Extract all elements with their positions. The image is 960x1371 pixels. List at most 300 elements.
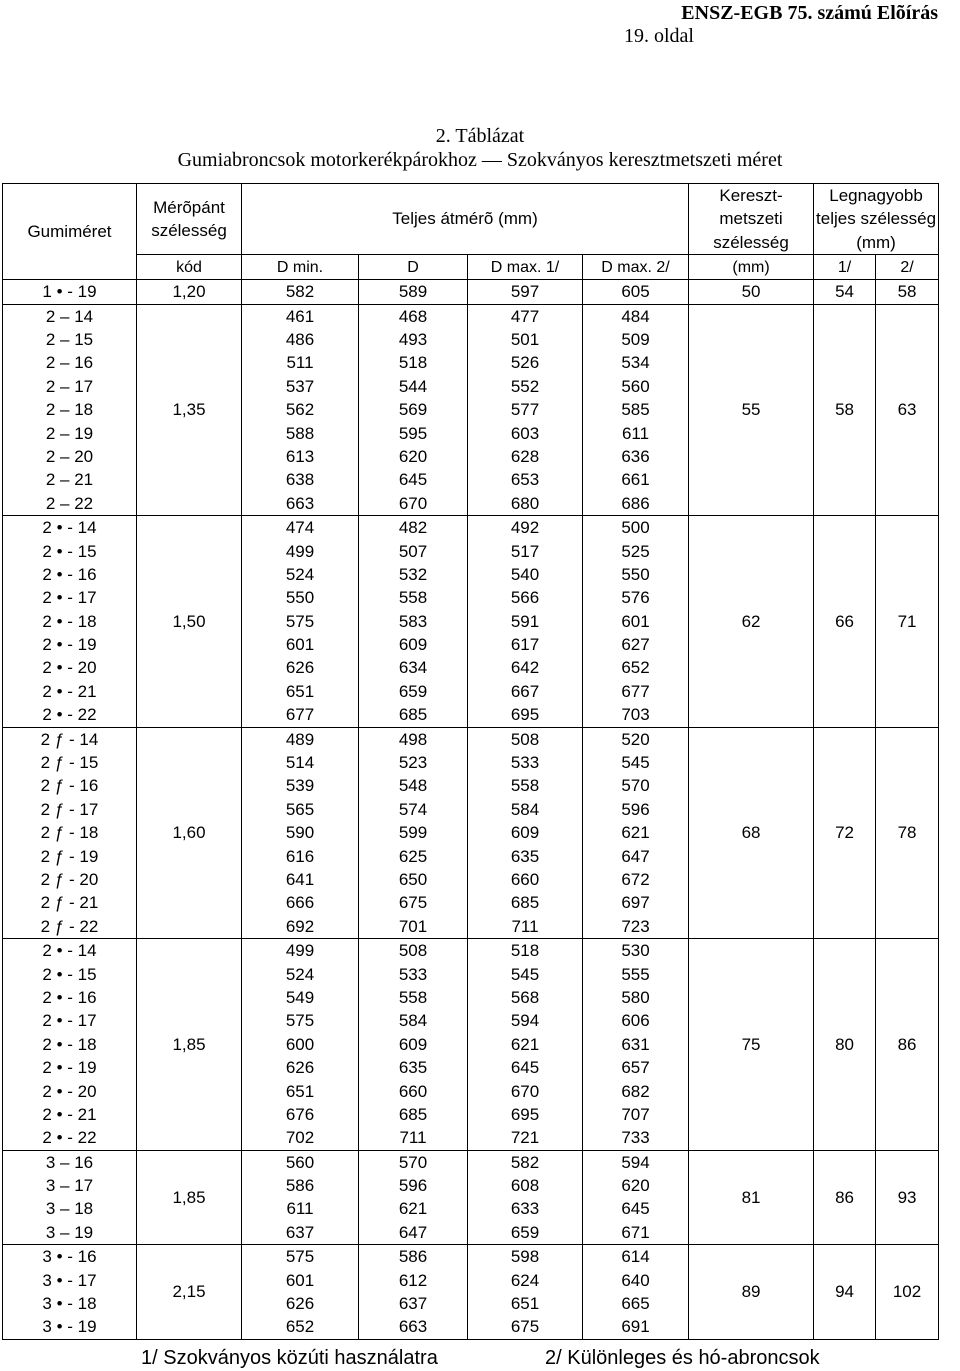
dmax2-cell-value: 733 [621, 1128, 650, 1148]
dmax2-cell-value: 606 [621, 1011, 650, 1031]
d-cell-value: 612 [398, 1270, 428, 1290]
tire-size-cell-value: 2 • - 21 [42, 681, 97, 701]
tire-size-cell-value: 3 – 19 [45, 1222, 94, 1242]
d-cell-value: 711 [399, 1128, 427, 1148]
dmax2-cell-value: 677 [621, 681, 650, 701]
max-width-1-cell: 72 [814, 727, 876, 939]
dmax2-cell-value: 686 [621, 493, 650, 513]
d-cell-value: 589 [398, 282, 428, 302]
dmin-cell-value: 582 [285, 282, 315, 302]
d-cell-value: 637 [398, 1294, 428, 1314]
max-width-1-cell: 86 [814, 1150, 876, 1245]
dmax2-cell [583, 304, 689, 516]
table-group-row [3, 727, 939, 939]
d-cell-value: 663 [398, 1317, 428, 1337]
dmax1-cell-value: 608 [510, 1176, 540, 1196]
section-width-cell: 68 [689, 727, 814, 939]
rim-width-cell: 1,85 [137, 939, 242, 1151]
dmax1-cell [468, 1150, 583, 1245]
d-cell [359, 304, 468, 516]
dmin-cell-value: 677 [285, 705, 315, 725]
max-width-2-cell: 93 [876, 1150, 939, 1245]
col-note1: 1/ [814, 255, 876, 280]
tire-size-cell-value: 2 • - 22 [42, 1128, 97, 1148]
max-width-1-cell: 54 [814, 280, 876, 304]
col-legnagyobb-line1: Legnagyobb [829, 186, 923, 205]
dmin-cell-value: 590 [285, 823, 315, 843]
d-cell-value: 701 [398, 916, 428, 936]
rim-width-cell: 1,35 [137, 304, 242, 516]
dmax1-cell-value: 642 [510, 658, 540, 678]
tire-size-cell-value: 2 ƒ - 18 [40, 823, 99, 843]
dmax2-cell-value: 525 [621, 541, 650, 561]
dmin-cell-value: 692 [285, 916, 315, 936]
tire-size-cell-value: 2 • - 20 [42, 658, 97, 678]
tire-size-cell-value: 3 • - 17 [42, 1270, 97, 1290]
section-width-cell: 50 [689, 280, 814, 304]
section-width-cell: 55 [689, 304, 814, 516]
col-gumimeret: Gumiméret [3, 184, 137, 280]
dmax2-cell-value: 620 [621, 1176, 650, 1196]
col-dmax2: D max. 2/ [583, 255, 689, 280]
dmax1-cell-value: 492 [510, 518, 540, 538]
col-note2: 2/ [876, 255, 939, 280]
dmax1-cell-value: 667 [510, 681, 540, 701]
d-cell-value: 569 [398, 400, 428, 420]
table-title: Gumiabroncsok motorkerékpárokhoz — Szokványos keresztmetszeti méret [177, 149, 783, 171]
d-cell-value: 584 [398, 1011, 428, 1031]
dmax2-cell [583, 727, 689, 939]
dmin-cell-value: 575 [285, 611, 315, 631]
dmax1-cell-value: 558 [510, 776, 540, 796]
dmin-cell-value: 562 [285, 400, 315, 420]
dmax2-cell-value: 647 [621, 846, 650, 866]
d-cell-value: 523 [398, 753, 428, 773]
dmin-cell-value: 474 [285, 518, 315, 538]
dmax2-cell-value: 555 [621, 964, 650, 984]
tire-size-cell-value: 2 ƒ - 17 [40, 799, 99, 819]
tire-size-cell-value: 2 • - 21 [42, 1104, 97, 1124]
dmax1-cell-value: 633 [510, 1199, 540, 1219]
tire-size-cell-value: 2 • - 17 [42, 1011, 97, 1031]
dmax2-cell-value: 703 [621, 705, 650, 725]
dmin-cell-value: 613 [285, 446, 315, 466]
dmax1-cell-value: 577 [510, 400, 540, 420]
dmin-cell-value: 637 [285, 1222, 315, 1242]
dmin-cell-value: 549 [285, 987, 315, 1007]
tire-size-cell [3, 516, 137, 728]
dmin-cell-value: 550 [285, 588, 315, 608]
d-cell-value: 548 [398, 776, 428, 796]
dmax2-cell-value: 596 [621, 799, 650, 819]
dmax1-cell-value: 695 [510, 705, 540, 725]
dmax2-cell-value: 627 [621, 635, 650, 655]
dmin-cell-value: 676 [285, 1104, 315, 1124]
dmin-cell-value: 524 [285, 964, 315, 984]
dmax2-cell-value: 707 [621, 1104, 650, 1124]
dmax1-cell [468, 1245, 583, 1340]
dmin-cell [242, 939, 359, 1151]
dmax2-cell-value: 640 [621, 1270, 650, 1290]
rim-width-cell: 1,20 [137, 280, 242, 304]
col-kereszt-line1: Kereszt- [719, 186, 783, 205]
dmax1-cell [468, 280, 583, 304]
dmin-cell-value: 663 [285, 493, 315, 513]
dmax2-cell [583, 1245, 689, 1340]
dmin-cell [242, 727, 359, 939]
d-cell-value: 599 [398, 823, 428, 843]
d-cell [359, 280, 468, 304]
section-width-cell: 81 [689, 1150, 814, 1245]
tire-size-cell-value: 2 ƒ - 14 [40, 729, 99, 749]
dmax1-cell-value: 675 [510, 1317, 540, 1337]
tire-size-cell-value: 2 • - 14 [42, 941, 97, 961]
dmax1-cell-value: 598 [510, 1247, 540, 1267]
d-cell [359, 939, 468, 1151]
dmax2-cell-value: 621 [621, 823, 650, 843]
tire-size-cell-value: 3 • - 18 [42, 1294, 97, 1314]
dmax1-cell [468, 939, 583, 1151]
document-header-title: ENSZ-EGB 75. számú Elõírás [681, 2, 938, 24]
dmin-cell-value: 652 [285, 1317, 315, 1337]
section-width-cell: 89 [689, 1245, 814, 1340]
tire-size-cell-value: 2 • - 16 [42, 564, 97, 584]
dmin-cell-value: 575 [285, 1011, 315, 1031]
tire-size-cell-value: 2 – 20 [45, 446, 94, 466]
col-meropant-line2: szélesség [151, 221, 227, 241]
dmax1-cell-value: 533 [510, 753, 540, 773]
dmax1-cell-value: 624 [510, 1270, 540, 1290]
max-width-1-cell: 80 [814, 939, 876, 1151]
d-cell [359, 1150, 468, 1245]
dmin-cell-value: 499 [285, 941, 315, 961]
d-cell-value: 507 [398, 541, 428, 561]
dmax1-cell-value: 508 [510, 729, 540, 749]
d-cell-value: 650 [398, 870, 428, 889]
dmax1-cell-value: 582 [510, 1152, 540, 1172]
tire-size-cell-value: 2 – 21 [45, 470, 94, 490]
col-meropant [137, 184, 242, 255]
dmin-cell [242, 516, 359, 728]
dmax1-cell-value: 552 [510, 376, 540, 396]
dmax2-cell-value: 484 [621, 306, 650, 326]
dmax1-cell-value: 501 [510, 330, 540, 350]
dmax1-cell-value: 566 [510, 588, 540, 608]
dmin-cell [242, 1150, 359, 1245]
dmax1-cell-value: 721 [510, 1128, 540, 1148]
dmax1-cell-value: 584 [510, 799, 540, 819]
dmax2-cell-value: 500 [621, 518, 650, 538]
dmax2-cell-value: 605 [621, 282, 650, 302]
tire-size-cell-value: 2 • - 16 [42, 987, 97, 1007]
rim-width-cell: 1,50 [137, 516, 242, 728]
dmax1-cell-value: 526 [510, 353, 540, 373]
d-cell-value: 595 [398, 423, 428, 443]
dmax2-cell [583, 1150, 689, 1245]
dmax1-cell-value: 603 [510, 423, 540, 443]
table-group-row [3, 304, 939, 516]
d-cell-value: 586 [398, 1247, 428, 1267]
dmin-cell [242, 304, 359, 516]
dmax2-cell-value: 611 [621, 423, 650, 443]
tire-size-cell-value: 2 • - 19 [42, 635, 97, 655]
tire-size-cell-value: 2 ƒ - 22 [40, 916, 99, 936]
tire-size-cell-value: 2 • - 18 [42, 1034, 97, 1054]
table-group-row [3, 939, 939, 1151]
dmax2-cell-value: 520 [621, 729, 650, 749]
table-group-row [3, 1150, 939, 1245]
d-cell-value: 498 [398, 729, 428, 749]
dmin-cell-value: 600 [285, 1034, 315, 1054]
d-cell-value: 532 [398, 564, 428, 584]
dmin-cell-value: 499 [285, 541, 315, 561]
tire-size-cell-value: 2 • - 22 [42, 705, 97, 725]
tire-size-cell [3, 1245, 137, 1340]
tire-size-cell-value: 2 • - 18 [42, 611, 97, 631]
max-width-2-cell: 71 [876, 516, 939, 728]
tire-size-cell-value: 2 – 14 [45, 306, 94, 326]
footnote-2: 2/ Különleges és hó-abroncsok [545, 1347, 820, 1369]
dmax2-cell-value: 697 [621, 893, 650, 913]
dmin-cell-value: 586 [285, 1176, 315, 1196]
dmax1-cell-value: 591 [510, 611, 540, 631]
dmax2-cell-value: 550 [621, 564, 650, 584]
d-cell-value: 660 [398, 1081, 428, 1101]
d-cell-value: 659 [398, 681, 428, 701]
dmin-cell-value: 651 [285, 1081, 315, 1101]
dmax2-cell [583, 280, 689, 304]
rim-width-cell: 1,85 [137, 1150, 242, 1245]
d-cell-value: 609 [398, 1034, 428, 1054]
dmax1-cell-value: 597 [510, 282, 540, 302]
col-teljes: Teljes átmérõ (mm) [242, 184, 689, 255]
dmin-cell-value: 575 [285, 1247, 315, 1267]
tire-size-cell-value: 2 – 22 [45, 493, 94, 513]
dmin-cell-value: 514 [285, 753, 315, 773]
dmin-cell-value: 537 [285, 376, 315, 396]
d-cell-value: 634 [398, 658, 428, 678]
dmin-cell-value: 626 [285, 1058, 315, 1078]
d-cell-value: 670 [398, 493, 428, 513]
dmin-cell-value: 560 [285, 1152, 315, 1172]
dmin-cell-value: 651 [285, 681, 315, 701]
col-legnagyobb-line2: teljes szélesség [816, 209, 937, 229]
dmax1-cell-value: 653 [510, 470, 540, 490]
d-cell-value: 685 [398, 705, 428, 725]
max-width-2-cell: 78 [876, 727, 939, 939]
d-cell-value: 508 [398, 941, 428, 961]
dmax1-cell-value: 518 [510, 941, 540, 961]
dmax2-cell-value: 580 [621, 987, 650, 1007]
d-cell-value: 493 [398, 330, 428, 350]
d-cell-value: 558 [398, 588, 428, 608]
d-cell-value: 518 [398, 353, 428, 373]
dmin-cell-value: 702 [285, 1128, 315, 1148]
dmin-cell-value: 638 [285, 470, 315, 490]
col-meropant-line1: Mérõpánt [153, 197, 225, 217]
dmin-cell-value: 666 [285, 893, 315, 913]
d-cell-value: 620 [398, 446, 428, 466]
d-cell-value: 685 [398, 1104, 428, 1124]
dmax2-cell-value: 672 [621, 870, 650, 889]
tire-size-cell-value: 2 • - 20 [42, 1081, 97, 1101]
dmax2-cell-value: 545 [621, 753, 650, 773]
col-legnagyobb-line3: (mm) [856, 232, 896, 252]
dmax1-cell-value: 659 [510, 1222, 540, 1242]
dmax2-cell-value: 682 [621, 1081, 650, 1101]
dmin-cell-value: 611 [286, 1199, 314, 1219]
tire-size-cell-value: 2 • - 17 [42, 588, 97, 608]
tire-size-cell-value: 2 • - 15 [42, 964, 97, 984]
max-width-1-cell: 94 [814, 1245, 876, 1340]
tire-size-cell-value: 2 ƒ - 15 [40, 753, 99, 773]
dmax1-cell-value: 645 [510, 1058, 540, 1078]
tire-size-table [2, 183, 939, 1340]
dmax1-cell-value: 545 [510, 964, 540, 984]
dmax1-cell-value: 711 [511, 916, 539, 936]
tire-size-cell-value: 2 ƒ - 21 [40, 893, 99, 913]
table-number: 2. Táblázat [435, 125, 525, 147]
dmin-cell-value: 626 [285, 1294, 315, 1314]
dmin-cell-value: 626 [285, 658, 315, 678]
dmax1-cell-value: 651 [510, 1294, 540, 1314]
tire-size-cell [3, 280, 137, 304]
dmax2-cell-value: 534 [621, 353, 650, 373]
dmax1-cell-value: 680 [510, 493, 540, 513]
dmax2-cell-value: 723 [621, 916, 650, 936]
max-width-2-cell: 63 [876, 304, 939, 516]
d-cell-value: 596 [398, 1176, 428, 1196]
dmax2-cell-value: 576 [621, 588, 650, 608]
tire-size-cell-value: 2 – 16 [45, 353, 94, 373]
col-dmax1: D max. 1/ [468, 255, 583, 280]
section-width-cell: 62 [689, 516, 814, 728]
dmin-cell-value: 489 [285, 729, 315, 749]
dmax2-cell-value: 652 [621, 658, 650, 678]
tire-size-cell-value: 2 • - 19 [42, 1058, 97, 1078]
dmax2-cell-value: 594 [621, 1152, 650, 1172]
dmax2-cell-value: 585 [621, 400, 650, 420]
d-cell-value: 533 [398, 964, 428, 984]
col-kereszt [689, 184, 814, 255]
dmin-cell-value: 616 [285, 846, 315, 866]
tire-size-cell-value: 2 • - 14 [42, 518, 97, 538]
col-legnagyobb [814, 184, 939, 255]
dmin-cell [242, 1245, 359, 1340]
dmax1-cell-value: 695 [510, 1104, 540, 1124]
tire-size-cell-value: 3 – 16 [45, 1152, 94, 1172]
dmax2-cell-value: 691 [621, 1317, 650, 1337]
dmin-cell-value: 601 [285, 635, 315, 655]
tire-size-cell-value: 2 ƒ - 19 [40, 846, 99, 866]
tire-size-cell-value: 2 ƒ - 16 [40, 776, 99, 796]
max-width-1-cell: 58 [814, 304, 876, 516]
max-width-1-cell: 66 [814, 516, 876, 728]
dmax1-cell [468, 516, 583, 728]
d-cell-value: 570 [398, 1152, 428, 1172]
d-cell-value: 675 [398, 893, 428, 913]
dmax2-cell [583, 516, 689, 728]
dmax2-cell-value: 645 [621, 1199, 650, 1219]
section-width-cell: 75 [689, 939, 814, 1151]
dmax1-cell-value: 660 [510, 870, 540, 889]
dmax1-cell-value: 609 [510, 823, 540, 843]
col-dmin: D min. [242, 255, 359, 280]
tire-size-cell-value: 3 • - 19 [42, 1317, 97, 1337]
page-number: 19. oldal [624, 25, 694, 47]
d-cell-value: 482 [398, 518, 428, 538]
tire-size-cell [3, 1150, 137, 1245]
dmax2-cell-value: 614 [621, 1247, 650, 1267]
dmin-cell-value: 565 [285, 799, 315, 819]
tire-size-cell-value: 2 – 17 [45, 376, 94, 396]
dmax1-cell-value: 670 [510, 1081, 540, 1101]
dmax1-cell-value: 617 [510, 635, 540, 655]
dmax1-cell-value: 594 [510, 1011, 540, 1031]
dmax1-cell [468, 304, 583, 516]
dmin-cell-value: 486 [285, 330, 315, 350]
dmax2-cell-value: 657 [621, 1058, 650, 1078]
tire-size-cell [3, 727, 137, 939]
tire-size-cell-value: 2 – 19 [45, 423, 94, 443]
dmin-cell-value: 511 [286, 353, 314, 373]
dmin-cell-value: 588 [285, 423, 315, 443]
tire-size-cell-value: 3 – 17 [45, 1176, 94, 1196]
tire-size-cell-value: 2 ƒ - 20 [40, 870, 99, 889]
max-width-2-cell: 86 [876, 939, 939, 1151]
dmin-cell-value: 461 [285, 306, 315, 326]
dmax2-cell-value: 509 [621, 330, 650, 350]
dmax2-cell-value: 665 [621, 1294, 650, 1314]
col-d: D [359, 255, 468, 280]
rim-width-cell: 1,60 [137, 727, 242, 939]
dmax2-cell-value: 661 [621, 470, 650, 490]
col-kereszt-line3: szélesség [713, 232, 789, 252]
dmax1-cell [468, 727, 583, 939]
dmax2-cell-value: 570 [621, 776, 650, 796]
d-cell [359, 1245, 468, 1340]
d-cell-value: 468 [398, 306, 428, 326]
dmax1-cell-value: 685 [510, 893, 540, 913]
dmax2-cell-value: 636 [621, 446, 650, 466]
tire-size-cell-value: 2 – 18 [45, 400, 94, 420]
d-cell-value: 635 [398, 1058, 428, 1078]
dmin-cell [242, 280, 359, 304]
dmax2-cell-value: 530 [621, 941, 650, 961]
d-cell-value: 645 [398, 470, 428, 490]
d-cell-value: 544 [398, 376, 428, 396]
d-cell-value: 558 [398, 987, 428, 1007]
col-mm: (mm) [689, 255, 814, 280]
d-cell-value: 574 [398, 799, 428, 819]
tire-size-cell-value: 2 – 15 [45, 330, 94, 350]
dmin-cell-value: 539 [285, 776, 315, 796]
col-kod: kód [137, 255, 242, 280]
rim-width-cell: 2,15 [137, 1245, 242, 1340]
dmax1-cell-value: 635 [510, 846, 540, 866]
tire-size-cell-value: 3 • - 16 [42, 1247, 97, 1267]
table-group-row [3, 280, 939, 304]
dmax1-cell-value: 517 [510, 541, 540, 561]
d-cell [359, 516, 468, 728]
dmin-cell-value: 601 [285, 1270, 315, 1290]
d-cell-value: 609 [398, 635, 428, 655]
d-cell-value: 621 [398, 1199, 428, 1219]
dmax2-cell [583, 939, 689, 1151]
col-kereszt-line2: metszeti [719, 209, 783, 229]
tire-size-cell [3, 939, 137, 1151]
dmax1-cell-value: 621 [510, 1034, 540, 1054]
